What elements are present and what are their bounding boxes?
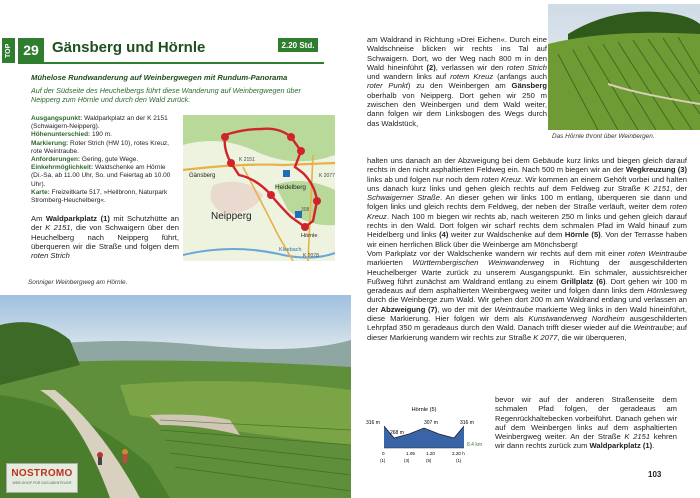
profile-time-start: 0	[382, 451, 385, 456]
waypoint-2	[287, 133, 295, 141]
top-tab: TOP	[2, 38, 15, 63]
profile-low-alt: 268 m	[390, 430, 404, 436]
info-map: Karte: Freizeitkarte 517, »Heilbronn, Naturpark Stromberg-Heuchelberg«.	[31, 188, 168, 205]
map-label-heidelberg: Heidelberg	[275, 184, 306, 191]
profile-point-3: (3)	[404, 458, 410, 463]
profile-distance: 8.4 km	[467, 442, 483, 448]
profile-right-alt: 316 m	[460, 420, 474, 426]
body-text-right-top: am Waldrand in Richtung »Drei Eichen«. Durch eine Waldschneise blicken wir rechts ins Tal auf Schwaigern. Dort, wo der Weg nach 800 m in den Wald hineinführt (2), verlassen wir den roten Strich und wandern links auf rotem Kreuz (anfangs auch roter Punkt) zu den Weinbergen am Gänsberg oberhalb von Neipperg. Dort gehen wir 250 m zwischen den Weinbergen und dem Wald weiter, dann folgen wir dem Linksbogen des Wegs durch das Waldstück,	[367, 35, 548, 128]
map-label-k2151: K 2151	[239, 157, 255, 163]
waypoint-7	[297, 147, 305, 155]
page-number: 103	[648, 470, 662, 479]
intro-text: Auf der Südseite des Heuchelbergs führt diese Wanderung auf Weinbergwegen über Neipperg zum Hörnle und durch den Wald zurück.	[31, 86, 301, 105]
waypoint-6	[313, 197, 321, 205]
profile-peak-alt: 307 m	[424, 420, 438, 426]
header-rule	[18, 62, 324, 64]
info-elevation: Höhenunterschied: 190 m.	[31, 131, 112, 139]
profile-time-2: 1.05	[406, 451, 415, 456]
waypoint-4	[267, 191, 275, 199]
map-label-gansberg: Gänsberg	[189, 173, 216, 179]
map-label-k2078: K 2078	[303, 253, 319, 259]
map-label-elevation: 308	[301, 207, 310, 213]
info-block	[31, 115, 179, 205]
profile-point-1: (1)	[380, 458, 386, 463]
photo-hornle-vineyards	[548, 4, 700, 130]
waypoint-5	[301, 223, 309, 231]
parking-icon	[283, 170, 290, 177]
body-text-right-main: halten uns danach an der Abzweigung bei dem Gebäude kurz links und biegen gleich darauf rechts in den nicht asphaltierten Feldweg ein. Nach 500 m biegen wir an der Wegkreuzung (3) links ab und folgen nur noch dem roten Kreuz. Wir kommen an einem Gehöft vorbei und halten uns danach kurz links und gehen gleich rechts auf dem Feldweg zur Straße K 2151, der Schwaigerner Straße. An dieser gehen wir links 100 m entlang, überqueren sie dann und folgen links und gleich rechts dem Feldweg, der neben der Straße verläuft, weiter dem roten Kreuz. Nach 100 m biegen wir rechts ab, nach weiteren 250 m links und gehen gleich darauf rechts in den Wald. Dort folgen wir scharf rechts dem schmalen Pfad im Wald hinauf zum Heidelberg und links (4) weiter zur Waldschenke auf dem Hörnle (5). Von der Terrasse haben wir einen herrlichen Blick über die Weinberge am Mönchsberg! Vom Parkplatz vor der Waldschenke wandern wir rechts auf dem mit einer roten Weintraube markierten Württembergischen Weinwanderweg in Richtung der ausgeschilderten Heuchelberger Warte zurück zu unserem Ausgangspunkt. Ein schmaler, aussichtsreicher Fußweg führt zunächst am Waldrand entlang zu einem Grillplatz (6). Dort gehen wir 100 m geradeaus auf dem asphaltierten Weinbergweg weiter und folgen dann links dem Hörnlesweg durch die Weinberge zum Wald. Wir gehen dort 200 m am Waldrand entlang und verlassen an der Abzweigung (7), wo der mit der Weintraube markierte Weg links in den Wald hineinführt, diese Markierung. Hier folgen wir dem als Kunstwanderweg Nordheim ausgeschilderten Lehrpfad 350 m geradeaus durch den Wald. Danach trifft dieser wieder auf die Weintraube; auf dieser Markierung wandern wir rechts zur Straße K 2077, die wir überqueren,	[367, 156, 688, 342]
route-map	[183, 115, 335, 261]
waypoint-3	[227, 159, 235, 167]
info-requirements: Anforderungen: Gering, gute Wege.	[31, 156, 139, 164]
tour-number: 29	[18, 38, 44, 62]
map-caption: Sonniger Weinbergweg am Hörnle.	[28, 279, 128, 286]
body-text-right-bottom: bevor wir auf der anderen Straßenseite dem schmalen Pfad folgen, der geradeaus am Regenrückhaltebecken vorbeiführt. Danach gehen wir auf dem Weinbergen links auf dem asphaltierten Weinbergweg weiter. An der Straße K 2151 kehren wir dann rechts zurück zum Waldparkplatz (1).	[495, 395, 677, 451]
waypoint-1	[221, 133, 229, 141]
info-refreshment: Einkehrmöglichkeit: Waldschenke am Hörnle (Di.-Sa. ab 11.00 Uhr, So. und Feiertag ab 10.00 Uhr).	[31, 164, 171, 188]
profile-peak-label: Hörnle (5)	[411, 407, 437, 413]
profile-time-3: 1.20	[426, 451, 435, 456]
map-label-hornle: Hörnle	[301, 233, 318, 239]
profile-point-5: (5)	[426, 458, 432, 463]
map-label-neipperg: Neipperg	[211, 211, 252, 222]
nostromo-logo: NOSTROMO WEB-SHOP FÜR DAS ABENTEUER	[6, 463, 78, 493]
profile-left-alt: 316 m	[366, 420, 380, 426]
duration-badge: 2.20 Std.	[278, 38, 318, 52]
map-label-kleebach: Kleebach	[279, 247, 302, 253]
photo-top-caption: Das Hörnle thront über Weinbergen.	[552, 133, 655, 140]
info-marking: Markierung: Roter Strich (HW 10), rotes Kreuz, rote Weintraube.	[31, 139, 169, 155]
subtitle: Mühelose Rundwanderung auf Weinbergwegen mit Rundum-Panorama	[31, 73, 288, 82]
body-text-left: Am Waldparkplatz (1) mit Schutzhütte an der K 2151, die von Schwaigern über den Heuchelberg nach Neipperg führt, überqueren wir die Straße und folgen dem roten Strich	[31, 214, 179, 261]
info-start: Ausgangspunkt: Waldparkplatz an der K 2151 (Schwaigern-Neipperg).	[31, 115, 168, 131]
map-label-k2077: K 2077	[319, 173, 335, 179]
tour-title: Gänsberg und Hörnle	[52, 39, 206, 56]
profile-point-end: (1)	[456, 458, 462, 463]
profile-time-end: 2.20 h	[452, 451, 465, 456]
elevation-profile	[364, 404, 494, 466]
